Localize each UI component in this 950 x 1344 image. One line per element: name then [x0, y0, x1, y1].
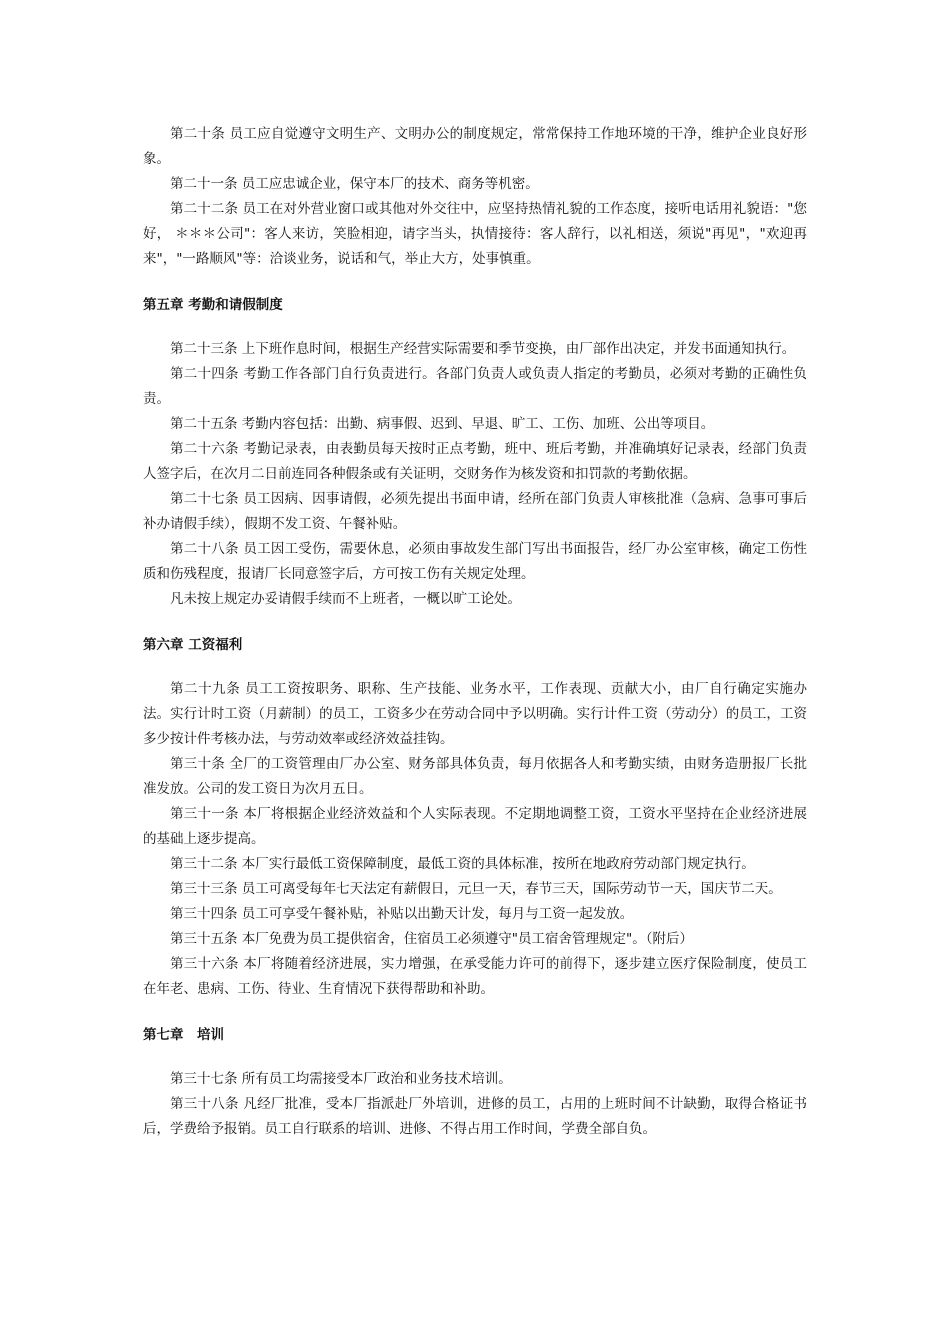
article-27: 第二十七条 员工因病、因事请假，必须先提出书面申请，经所在部门负责人审核批准（急病、急事可事后补办请假手续），假期不发工资、午餐补贴。	[143, 491, 807, 532]
article-25: 第二十五条 考勤内容包括：出勤、病事假、迟到、早退、旷工、工伤、加班、公出等项目。	[170, 416, 715, 432]
article-22: 第二十二条 员工在对外营业窗口或其他对外交往中，应坚持热情礼貌的工作态度，接听电话用礼貌语："您好， ＊＊＊公司"：客人来访，笑脸相迎，请字当头，执情接待：客人辞行，以礼相送，须说"再见"，"欢迎再来"，"一路顺风"等：洽谈业务，说话和气，举止大方，处事慎重。	[143, 201, 807, 267]
article-38: 第三十八条 凡经厂批准，受本厂指派赴厂外培训，进修的员工，占用的上班时间不计缺勤，取得合格证书后，学费给予报销。员工自行联系的培训、进修、不得占用工作时间，学费全部自负。	[143, 1096, 807, 1137]
chapter-5-heading: 第五章 考勤和请假制度	[143, 297, 283, 313]
article-35: 第三十五条 本厂免费为员工提供宿舍，住宿员工必须遵守"员工宿舍管理规定"。（附后）	[170, 931, 693, 947]
article-20: 第二十条 员工应自觉遵守文明生产、文明办公的制度规定，常常保持工作地环境的干净，维护企业良好形象。	[143, 126, 807, 167]
article-26: 第二十六条 考勤记录表，由表勤员每天按时正点考勤，班中、班后考勤，并准确填好记录表，经部门负责人签字后，在次月二日前连同各种假条或有关证明，交财务作为核发资和扣罚款的考勤依据。	[143, 441, 807, 482]
absence-rule: 凡未按上规定办妥请假手续而不上班者，一概以旷工论处。	[170, 591, 521, 607]
article-36: 第三十六条 本厂将随着经济进展，实力增强，在承受能力许可的前得下，逐步建立医疗保险制度，使员工在年老、患病、工伤、待业、生育情况下获得帮助和补助。	[143, 956, 807, 997]
article-34: 第三十四条 员工可享受午餐补贴，补贴以出勤天计发，每月与工资一起发放。	[170, 906, 634, 922]
document-page	[143, 122, 807, 1142]
article-32: 第三十二条 本厂实行最低工资保障制度，最低工资的具体标准，按所在地政府劳动部门规定执行。	[170, 856, 755, 872]
chapter-6-heading: 第六章 工资福利	[143, 637, 243, 653]
section-chapter-4-tail	[143, 122, 807, 272]
section-chapter-6	[143, 677, 807, 1002]
article-31: 第三十一条 本厂将根据企业经济效益和个人实际表现。不定期地调整工资，工资水平坚持在企业经济进展的基础上逐步提高。	[143, 806, 807, 847]
article-21: 第二十一条 员工应忠诚企业，保守本厂的技术、商务等机密。	[170, 176, 539, 192]
section-chapter-7	[143, 1067, 807, 1142]
article-33: 第三十三条 员工可离受每年七天法定有薪假日，元旦一天，春节三天，国际劳动节一天，国庆节二天。	[170, 881, 782, 897]
article-28: 第二十八条 员工因工受伤，需要休息，必须由事故发生部门写出书面报告，经厂办公室审核，确定工伤性质和伤残程度，报请厂长同意签字后，方可按工伤有关规定处理。	[143, 541, 807, 582]
article-37: 第三十七条 所有员工均需接受本厂政治和业务技术培训。	[170, 1071, 512, 1087]
article-30: 第三十条 全厂的工资管理由厂办公室、财务部具体负责，每月依据各人和考勤实绩，由财务造册报厂长批准发放。公司的发工资日为次月五日。	[143, 756, 807, 797]
article-23: 第二十三条 上下班作息时间，根据生产经营实际需要和季节变换，由厂部作出决定，并发书面通知执行。	[170, 341, 796, 357]
article-29: 第二十九条 员工工资按职务、职称、生产技能、业务水平，工作表现、贡献大小，由厂自行确定实施办法。实行计时工资（月薪制）的员工，工资多少在劳动合同中予以明确。实行计件工资（劳动分）的员工，工资多少按计件考核办法，与劳动效率或经济效益挂钩。	[143, 681, 807, 747]
chapter-7-heading: 第七章 培训	[143, 1027, 224, 1043]
article-24: 第二十四条 考勤工作各部门自行负责进行。各部门负责人或负责人指定的考勤员，必须对考勤的正确性负责。	[143, 366, 807, 407]
section-chapter-5	[143, 337, 807, 612]
